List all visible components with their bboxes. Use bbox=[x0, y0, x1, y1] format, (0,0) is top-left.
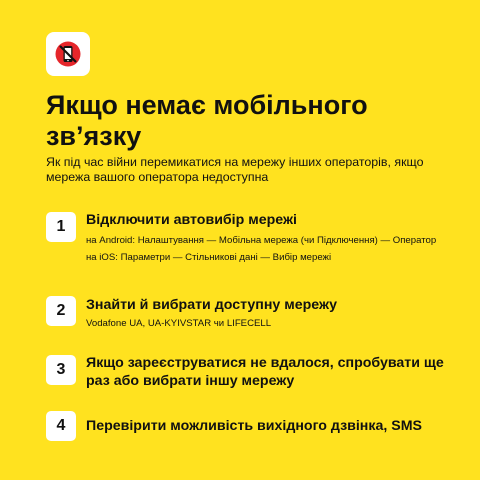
step-heading: Відключити автовибір мережі bbox=[86, 212, 297, 228]
step-number: 4 bbox=[46, 411, 76, 441]
step-detail: на Android: Налаштування — Мобільна мережа (чи Підключення) — Оператор bbox=[86, 235, 437, 246]
page-subtitle: Як під час війни перемикатися на мережу інших операторів, якщо мережа вашого оператора недоступна bbox=[46, 155, 424, 184]
logo-badge bbox=[46, 32, 90, 76]
step-heading: Знайти й вибрати доступну мережу bbox=[86, 297, 337, 313]
step-number: 3 bbox=[46, 355, 76, 385]
step-heading: Якщо зареєструватися не вдалося, спробувати ще раз або вибрати іншу мережу bbox=[86, 355, 444, 389]
no-mobile-phone-icon bbox=[53, 39, 83, 69]
page-title: Якщо немає мобільного зв’язку bbox=[46, 90, 368, 151]
step-number: 2 bbox=[46, 296, 76, 326]
step-detail: Vodafone UA, UA-KYIVSTAR чи LIFECELL bbox=[86, 318, 272, 329]
step-heading: Перевірити можливість вихідного дзвінка, SMS bbox=[86, 418, 422, 434]
step-number: 1 bbox=[46, 212, 76, 242]
step-detail: на iOS: Параметри — Стільникові дані — Вибір мережі bbox=[86, 252, 332, 263]
